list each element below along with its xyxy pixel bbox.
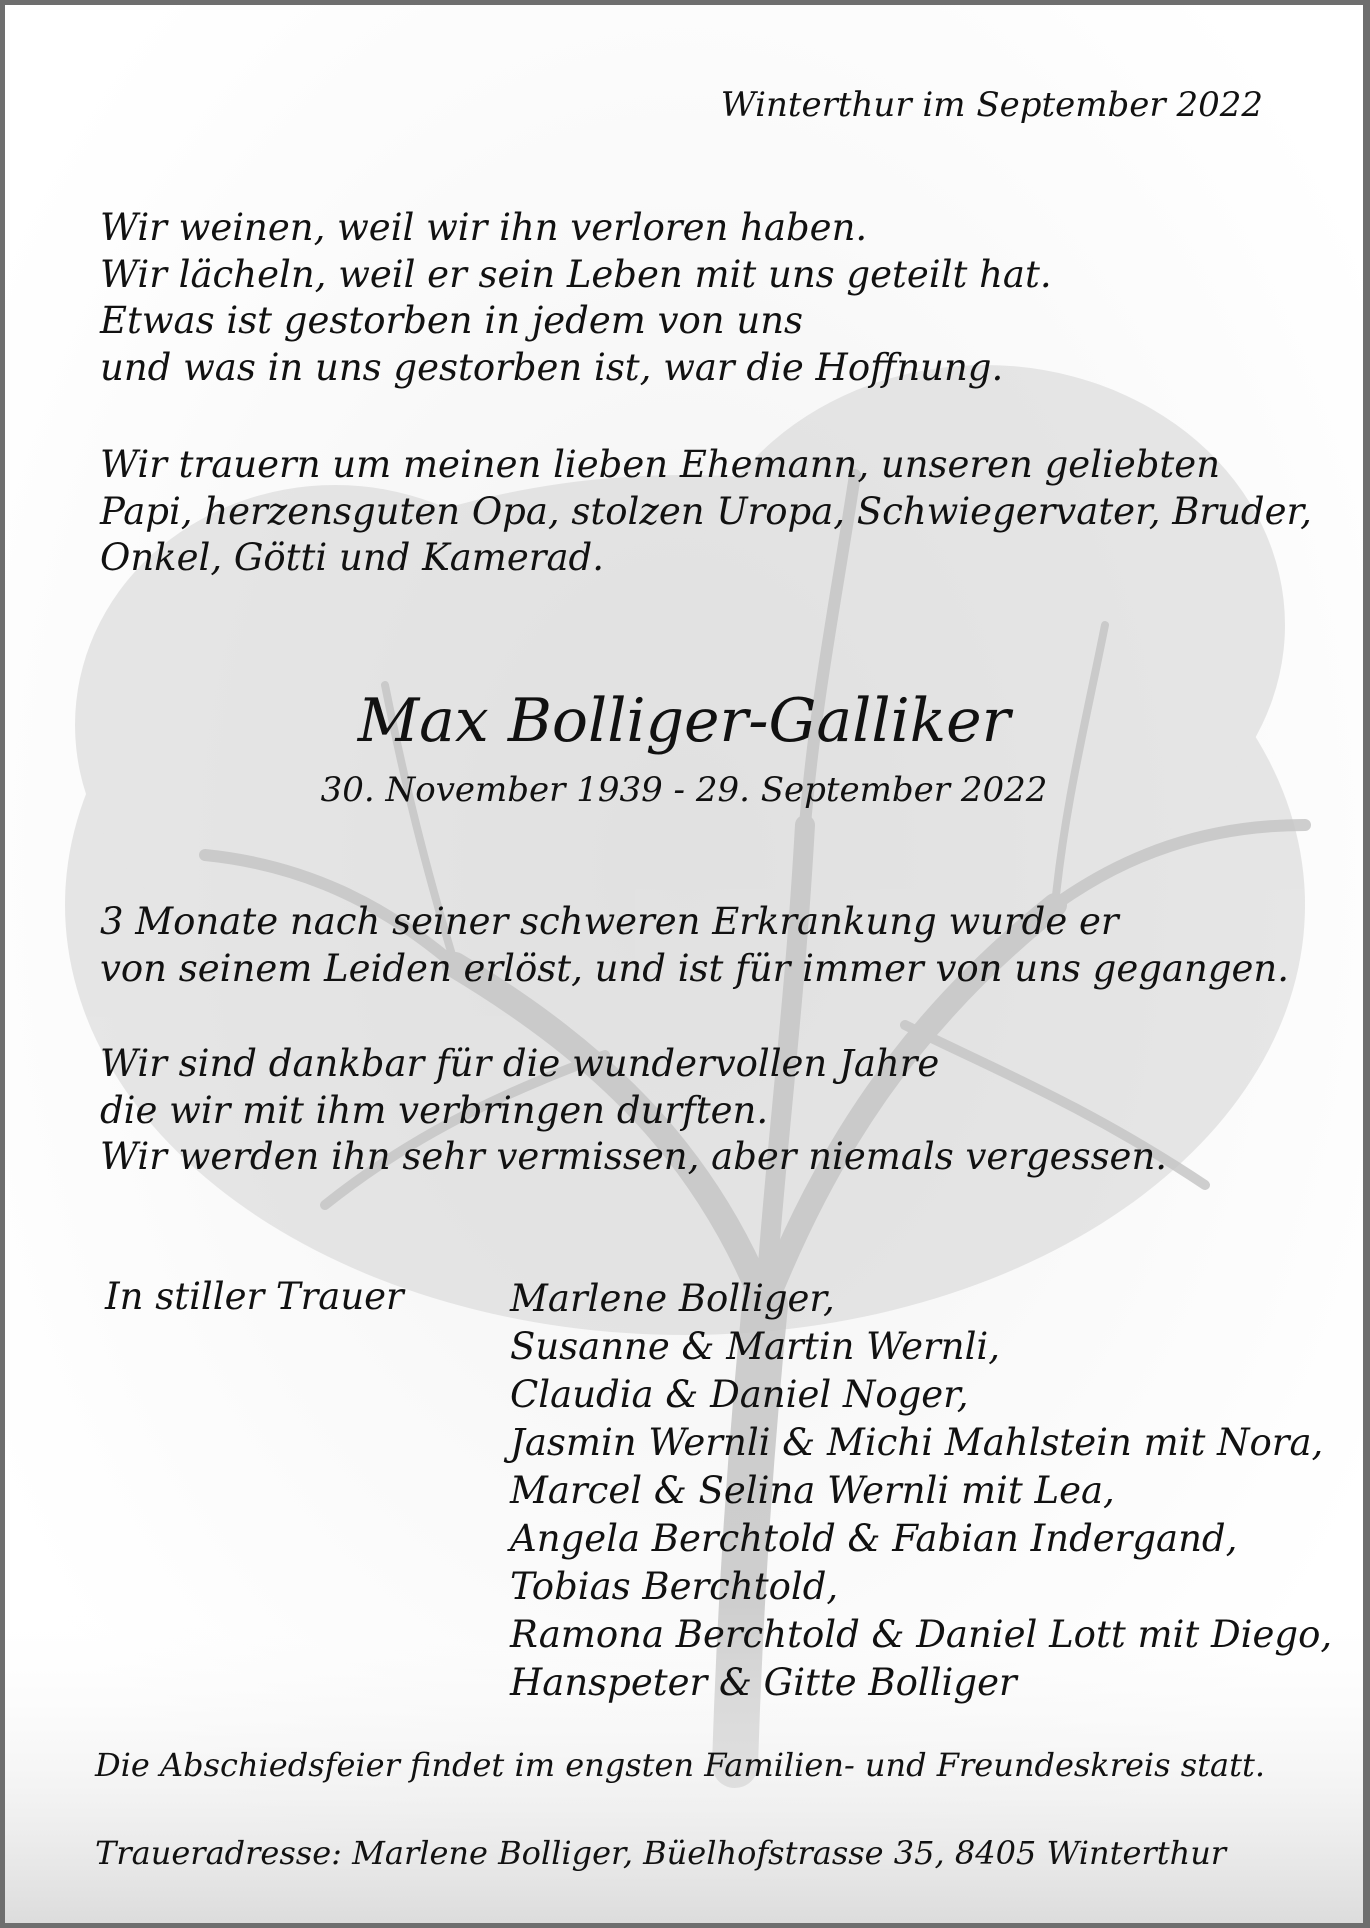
mourning-block: [100, 442, 1312, 582]
in-silence-label: In stiller Trauer: [105, 1275, 404, 1318]
family-list: [510, 1275, 1332, 1707]
illness-block: [100, 899, 1289, 992]
mourning-line: Wir trauern um meinen lieben Ehemann, unseren geliebten: [100, 443, 1221, 486]
family-member: Tobias Berchtold,: [510, 1565, 839, 1608]
obituary-page: [5, 5, 1363, 1923]
family-member: Marcel & Selina Wernli mit Lea,: [510, 1469, 1115, 1512]
deceased-dates: 30. November 1939 - 29. September 2022: [320, 770, 1048, 810]
mourning-line: Onkel, Götti und Kamerad.: [100, 536, 604, 579]
mourning-address: Traueradresse: Marlene Bolliger, Büelhofstrasse 35, 8405 Winterthur: [95, 1834, 1227, 1872]
family-member: Hanspeter & Gitte Bolliger: [510, 1661, 1017, 1704]
place-date: Winterthur im September 2022: [720, 85, 1263, 125]
poem-line: Wir lächeln, weil er sein Leben mit uns geteilt hat.: [100, 252, 1052, 296]
family-member: Jasmin Wernli & Michi Mahlstein mit Nora,: [510, 1421, 1324, 1464]
illness-line: 3 Monate nach seiner schweren Erkrankung wurde er: [100, 900, 1119, 943]
family-member: Susanne & Martin Wernli,: [510, 1325, 1001, 1368]
gratitude-block: [100, 1041, 1167, 1181]
family-member: Claudia & Daniel Noger,: [510, 1373, 969, 1416]
family-member: Ramona Berchtold & Daniel Lott mit Diego,: [510, 1613, 1333, 1656]
poem-line: und was in uns gestorben ist, war die Hoffnung.: [100, 345, 1004, 389]
gratitude-line: Wir werden ihn sehr vermissen, aber niemals vergessen.: [100, 1135, 1168, 1178]
illness-line: von seinem Leiden erlöst, und ist für immer von uns gegangen.: [100, 946, 1289, 990]
ceremony-note: Die Abschiedsfeier findet im engsten Familien- und Freundeskreis statt.: [95, 1746, 1265, 1784]
poem-line: Wir weinen, weil wir ihn verloren haben.: [100, 206, 868, 249]
poem-line: Etwas ist gestorben in jedem von uns: [100, 299, 804, 342]
gratitude-line: die wir mit ihm verbringen durften.: [100, 1088, 769, 1132]
family-member: Marlene Bolliger,: [510, 1277, 835, 1320]
gratitude-line: Wir sind dankbar für die wundervollen Jahre: [100, 1042, 940, 1085]
family-member: Angela Berchtold & Fabian Indergand,: [510, 1517, 1238, 1560]
deceased-name: Max Bolliger-Galliker: [357, 686, 1011, 756]
mourning-line: Papi, herzensguten Opa, stolzen Uropa, Schwiegervater, Bruder,: [100, 489, 1312, 533]
poem-block: [100, 205, 1052, 391]
